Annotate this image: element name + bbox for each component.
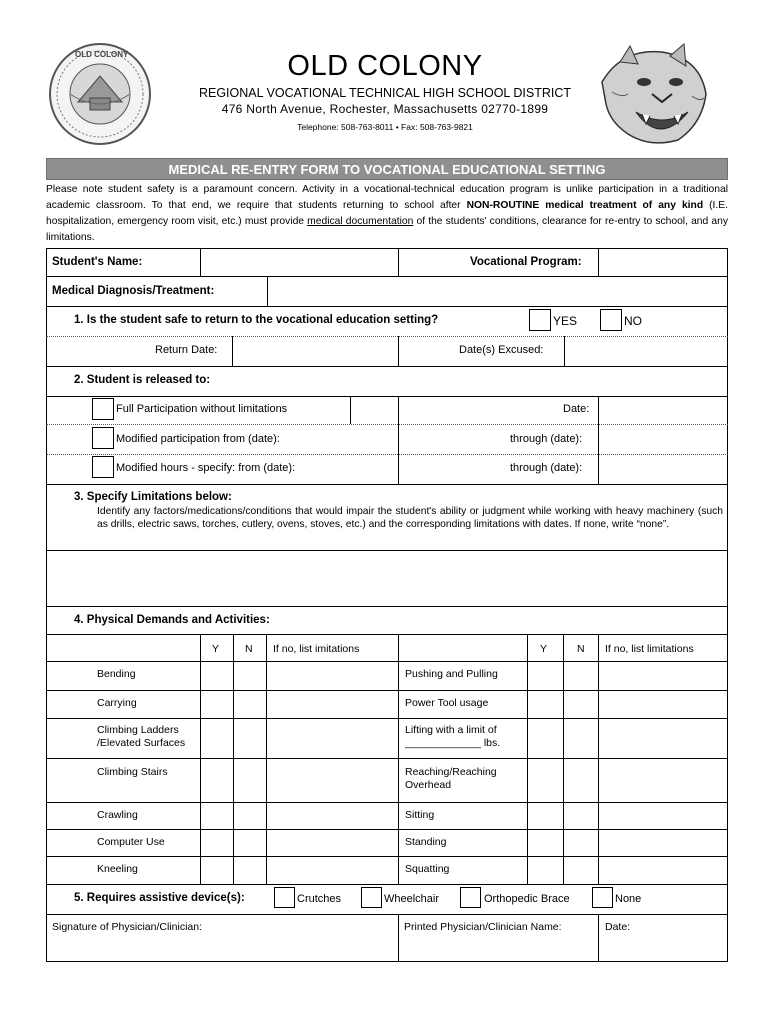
activity-left-6: Kneeling [97,863,138,875]
activity-right-2: Lifting with a limit of _____________ lbs. [405,724,501,749]
activity-left-3: Climbing Stairs [97,766,168,778]
modified-hours-checkbox[interactable] [92,456,114,478]
q4-label: 4. Physical Demands and Activities: [74,614,270,626]
full-participation-checkbox[interactable] [92,398,114,420]
q1-no-label: NO [624,314,642,328]
none-label: None [615,893,642,905]
intro-paragraph: Please note student safety is a paramount concern. Activity in a vocational-technical education program is unlike participation in a traditional academic classroom. To that end, we require that students returning to school after NON-ROUTINE medical treatment of any kind (I.E. hospitalization, emergency room visit, etc.) must provide medical documentation of the students' conditions, clearance for re-entry to school, and any limitations. [46,184,728,243]
vocational-program-field[interactable] [599,249,727,275]
return-date-label: Return Date: [155,344,218,356]
activity-right-3: Reaching/Reaching Overhead [405,766,497,791]
activity-left-4: Crawling [97,809,138,821]
full-participation-label: Full Participation without limitations [116,403,288,415]
printed-name-field[interactable] [399,936,597,961]
q1-no-checkbox[interactable] [600,309,622,331]
activity-right-1: Power Tool usage [405,697,489,709]
activity-left-5: Computer Use [97,836,165,848]
col-limit-left: If no, list imitations [273,643,360,655]
crutches-checkbox[interactable] [274,887,295,908]
col-y-left: Y [212,643,220,655]
col-y-right: Y [540,643,548,655]
modified-hours-label: Modified hours - specify: from (date): [116,462,296,474]
school-phone: Telephone: 508-763-8011 • Fax: 508-763-9821 [297,122,473,132]
q1-yes-checkbox[interactable] [529,309,551,331]
activity-left-1: Carrying [97,697,137,709]
through-date-1-label: through (date): [510,433,583,445]
activity-right-6: Squatting [405,863,450,875]
col-n-right: N [577,643,585,655]
physician-signature-label: Signature of Physician/Clinician: [52,921,202,933]
orthopedic-brace-label: Orthopedic Brace [484,893,570,905]
q1-yes-label: YES [553,314,578,328]
wheelchair-checkbox[interactable] [361,887,382,908]
q1-label: 1. Is the student safe to return to the vocational education setting? [74,314,439,326]
full-date-field[interactable] [599,397,727,423]
limitations-field[interactable] [47,551,727,605]
return-date-field[interactable] [233,337,397,365]
q3-label: 3. Specify Limitations below: [74,491,232,503]
full-date-label: Date: [563,403,590,415]
seal-lettering: OLD COLONY [75,50,129,59]
physician-signature-field[interactable] [47,936,397,961]
activity-right-0: Pushing and Pulling [405,668,498,680]
modified-participation-label: Modified participation from (date): [116,433,280,445]
district-name: REGIONAL VOCATIONAL TECHNICAL HIGH SCHOOL DISTRICT [198,86,572,100]
through-date-2-label: through (date): [510,462,583,474]
signature-date-label: Date: [605,921,631,933]
orthopedic-brace-checkbox[interactable] [460,887,481,908]
activity-left-0: Bending [97,668,136,680]
dates-excused-field[interactable] [565,337,727,365]
school-name: OLD COLONY [287,50,483,82]
col-limit-right: If no, list limitations [605,643,694,655]
form-title: MEDICAL RE-ENTRY FORM TO VOCATIONAL EDUCATIONAL SETTING [46,158,728,180]
none-checkbox[interactable] [592,887,613,908]
through-date-1-field[interactable] [599,425,727,453]
cougar-mascot-icon [592,42,712,150]
activity-right-5: Standing [405,836,447,848]
q5-label: 5. Requires assistive device(s): [74,892,245,904]
school-seal-icon [48,42,152,146]
diagnosis-field[interactable] [268,277,727,305]
dates-excused-label: Date(s) Excused: [459,344,544,356]
activity-right-4: Sitting [405,809,435,821]
modified-participation-checkbox[interactable] [92,427,114,449]
col-n-left: N [245,643,253,655]
signature-date-field[interactable] [599,936,727,961]
vocational-program-label: Vocational Program: [470,256,582,268]
school-address: 476 North Avenue, Rochester, Massachusetts 02770-1899 [221,102,549,116]
activity-left-2: Climbing Ladders /Elevated Surfaces [97,724,186,749]
diagnosis-label: Medical Diagnosis/Treatment: [52,285,215,297]
through-date-2-field[interactable] [599,455,727,483]
q3-help-text: Identify any factors/medications/conditions that would impair the student's ability or judgment while working with heavy machinery (such as drills, electric saws, torches, cutlery, ovens, stoves, etc.) and the corresponding limitations with dates. If none, write “none”. [97,506,723,530]
student-name-field[interactable] [201,249,397,275]
student-name-label: Student's Name: [52,256,143,268]
crutches-label: Crutches [297,893,342,905]
wheelchair-label: Wheelchair [384,893,440,905]
printed-name-label: Printed Physician/Clinician Name: [404,921,562,933]
q2-label: 2. Student is released to: [74,374,211,386]
